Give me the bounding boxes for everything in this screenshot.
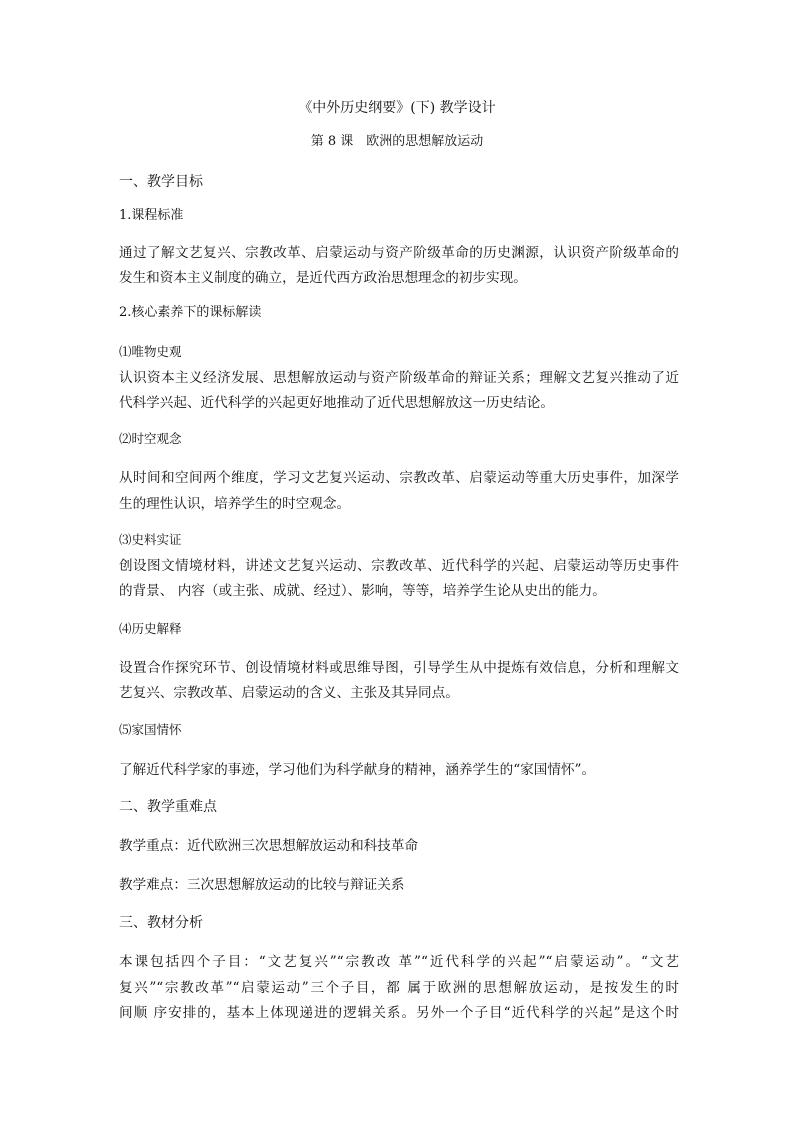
paragraph-line: 认识资本主义经济发展、思想解放运动与资产阶级革命的辩证关系；理解文艺复兴推动了近 — [119, 370, 679, 386]
section-heading-objectives: 一、教学目标 — [119, 174, 203, 190]
paragraph-line: 间顺 序安排的，基本上体现递进的逻辑关系。另外一个子目“近代科学的兴起”是这个时 — [119, 1005, 679, 1021]
paragraph-line: 了解近代科学家的事迹，学习他们为科学献身的精神，涵养学生的“家国情怀”。 — [119, 762, 596, 778]
subsection-heading-standards: 1.课程标准 — [119, 208, 184, 223]
paragraph-line: 本课包括四个子目：“文艺复兴”“宗教改 革”“近代科学的兴起”“启蒙运动”。“文艺 — [119, 954, 679, 970]
lesson-title: 第 8 课 欧洲的思想解放运动 — [310, 134, 484, 149]
paragraph-line: 代科学兴起、近代科学的兴起更好地推动了近代思想解放这一历史结论。 — [119, 395, 554, 411]
item-heading-evidence: ⑶史料实证 — [119, 532, 182, 547]
subsection-heading-core-literacy: 2.核心素养下的课标解读 — [119, 305, 262, 320]
paragraph-line: 从时间和空间两个维度，学习文艺复兴运动、宗教改革、启蒙运动等重大历史事件，加深学 — [119, 470, 679, 486]
difficult-point-line: 教学难点：三次思想解放运动的比较与辩证关系 — [119, 877, 405, 893]
paragraph-line: 复兴”“宗教改革”“启蒙运动”三个子目，都 属于欧洲的思想解放运动，是按发生的时 — [119, 980, 679, 996]
item-heading-interpretation: ⑷历史解释 — [119, 621, 182, 636]
section-heading-textbook-analysis: 三、教材分析 — [119, 915, 203, 931]
section-heading-key-points: 二、教学重难点 — [119, 799, 217, 815]
item-heading-time-space: ⑵时空观念 — [119, 431, 182, 446]
item-heading-patriotism: ⑸家国情怀 — [119, 722, 182, 737]
paragraph-line: 设置合作探究环节、创设情境材料或思维导图，引导学生从中提炼有效信息，分析和理解文 — [119, 660, 679, 676]
paragraph-line: 生的理性认识，培养学生的时空观念。 — [119, 496, 351, 512]
item-heading-materialism: ⑴唯物史观 — [119, 344, 182, 359]
paragraph-line: 的背景、 内容（或主张、成就、经过）、影响，等等，培养学生论从史出的能力。 — [119, 583, 606, 599]
document-title: 《中外历史纲要》(下) 教学设计 — [298, 100, 496, 116]
paragraph-line: 发生和资本主义制度的确立，是近代西方政治思想理念的初步实现。 — [119, 270, 527, 286]
paragraph-line: 通过了解文艺复兴、宗教改革、启蒙运动与资产阶级革命的历史渊源，认识资产阶级革命的 — [119, 245, 679, 261]
key-point-line: 教学重点：近代欧洲三次思想解放运动和科技革命 — [119, 838, 419, 854]
paragraph-line: 艺复兴、宗教改革、启蒙运动的含义、主张及其异同点。 — [119, 685, 459, 701]
paragraph-line: 创设图文情境材料，讲述文艺复兴运动、宗教改革、近代科学的兴起、启蒙运动等历史事件 — [119, 558, 679, 574]
